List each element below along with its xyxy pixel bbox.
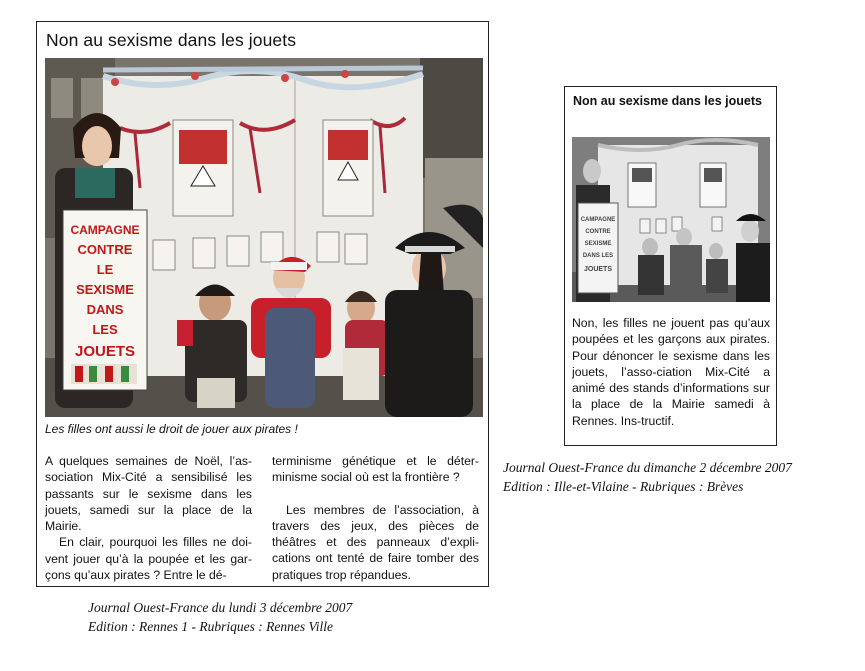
article-title: Non au sexisme dans les jouets (573, 94, 762, 108)
paragraph: Les membres de l’association, à travers des jeux, des pièces de théâtres et des panneaux d’expli-cations ont tenté de faire tomber des pratiques trop répandues. (272, 502, 479, 582)
article-photo (45, 58, 483, 417)
photo-caption: Les filles ont aussi le droit de jouer aux pirates ! (45, 422, 298, 436)
source-line: Edition : Ille-et-Vilaine - Rubriques : Brèves (503, 479, 744, 494)
stand-photo-illustration (572, 137, 770, 302)
source-line: Journal Ouest-France du dimanche 2 décembre 2007 (503, 460, 792, 475)
source-line: Journal Ouest-France du lundi 3 décembre 2007 (88, 600, 353, 615)
article-column-1 (45, 453, 252, 583)
article-photo (572, 137, 770, 302)
svg-text:DANS LES: DANS LES (582, 253, 614, 259)
source-citation-breves (503, 458, 792, 496)
article-column-2 (272, 453, 479, 583)
svg-text:SEXISME: SEXISME (76, 282, 134, 297)
svg-text:CONTRE: CONTRE (585, 229, 611, 235)
svg-text:LES: LES (92, 322, 118, 337)
svg-text:SEXISME: SEXISME (584, 241, 612, 247)
article-rennes-ville (36, 21, 489, 587)
paragraph: En clair, pourquoi les filles ne doi-vent jouer qu’à la poupée et les gar-çons qu’aux pirates ? Entre le dé- (45, 535, 252, 583)
stand-photo-illustration (45, 58, 483, 417)
svg-text:CAMPAGNE: CAMPAGNE (70, 223, 140, 237)
svg-text:CAMPAGNE: CAMPAGNE (580, 217, 616, 223)
paragraph: A quelques semaines de Noël, l’as-sociation Mix-Cité a sensibilisé les passants sur le sexisme dans les jouets, samedi sur la place de la Mairie. (45, 454, 252, 534)
svg-text:JOUETS: JOUETS (583, 266, 613, 273)
paragraph: terminisme génétique et le déter-minisme social où est la frontière ? (272, 454, 479, 485)
svg-text:DANS: DANS (86, 302, 124, 317)
source-line: Edition : Rennes 1 - Rubriques : Rennes Ville (88, 619, 333, 634)
svg-text:CONTRE: CONTRE (77, 242, 133, 257)
article-body: Non, les filles ne jouent pas qu’aux poupées et les garçons aux pirates. Pour dénoncer le sexisme dans les jouets, l’asso-ciation Mix-Cité a animé des stands d’informations sur la place de la Mairie samedi à Rennes. Ins-tructif. (572, 316, 770, 428)
source-citation-rennes (88, 598, 352, 636)
article-breves (564, 86, 777, 446)
svg-text:JOUETS: JOUETS (74, 343, 136, 360)
article-title: Non au sexisme dans les jouets (46, 30, 297, 50)
svg-text:LE: LE (96, 262, 114, 277)
